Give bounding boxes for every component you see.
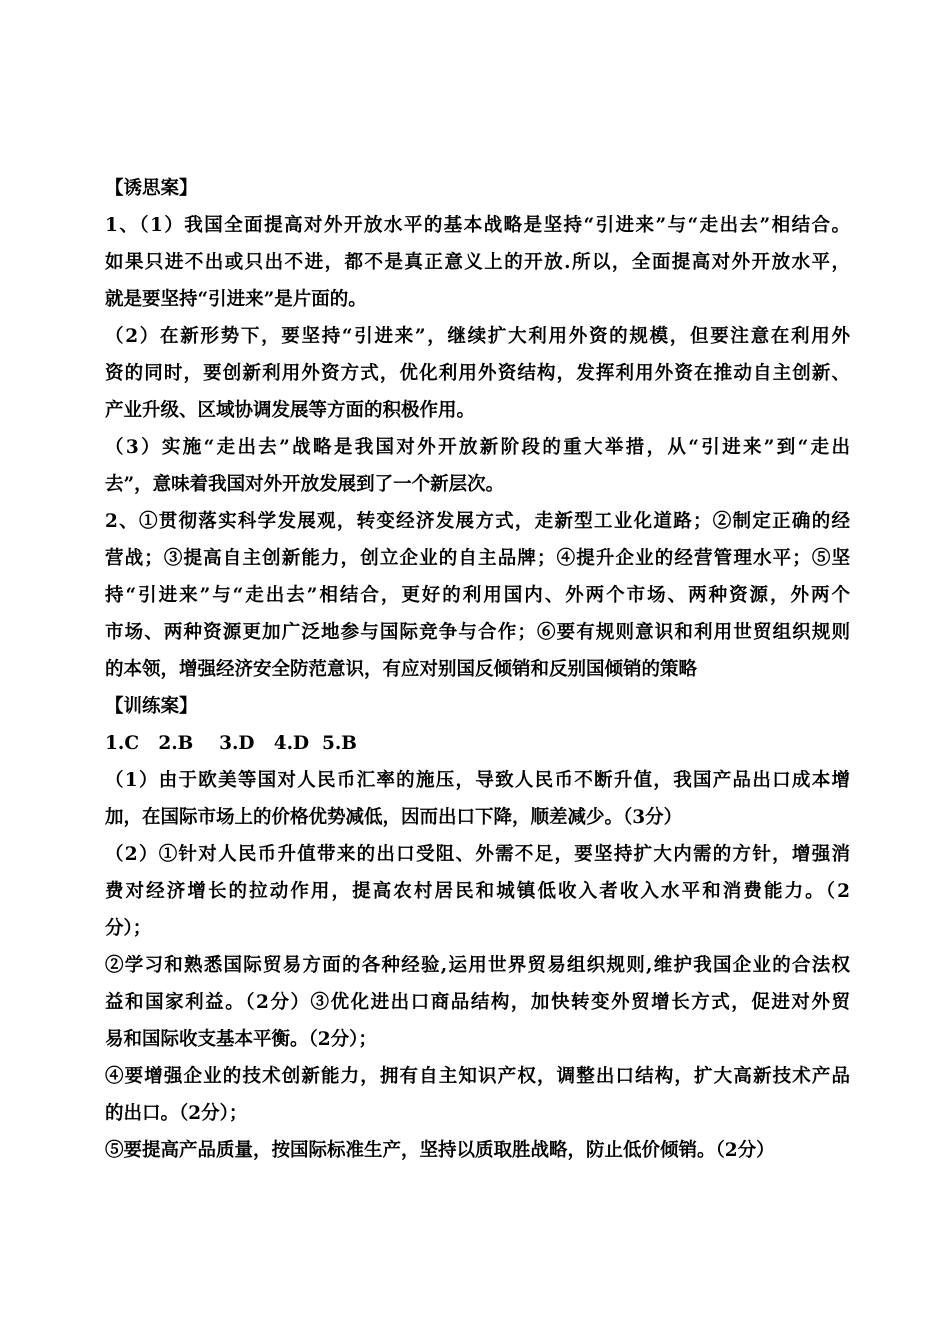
paragraph-line: 营战；③提高自主创新能力，创立企业的自主品牌；④提升企业的经营管理水平；⑤坚 [105, 548, 850, 569]
paragraph-line: 加，在国际市场上的价格优势减低，因而出口下降，顺差减少。（3分） [105, 807, 683, 828]
paragraph-line: （3）实施“走出去”战略是我国对外开放新阶段的重大举措，从“引进来”到“走出 [105, 437, 850, 458]
paragraph-line: ②学习和熟悉国际贸易方面的各种经验,运用世界贸易组织规则,维护我国企业的合法权 [105, 955, 850, 976]
section-heading-training: 【训练案】 [105, 696, 198, 717]
paragraph-line: （1）由于欧美等国对人民币汇率的施压，导致人民币不断升值，我国产品出口成本增 [105, 770, 850, 791]
paragraph-line: 资的同时，要创新利用外资方式，优化利用外资结构，发挥利用外资在推动自主创新、 [105, 363, 850, 384]
paragraph-line: 去”，意味着我国对外开放发展到了一个新层次。 [105, 474, 505, 495]
paragraph-line: 市场、两种资源更加广泛地参与国际竞争与合作；⑥要有规则意识和利用世贸组织规则 [105, 622, 850, 643]
paragraph-line: （2）在新形势下，要坚持“引进来”，继续扩大利用外资的规模，但要注意在利用外 [105, 326, 850, 347]
paragraph-line: 持“引进来”与“走出去”相结合，更好的利用国内、外两个市场、两种资源，外两个 [105, 585, 850, 606]
paragraph-line: （2）①针对人民币升值带来的出口受阻、外需不足，要坚持扩大内需的方针，增强消 [105, 844, 850, 865]
paragraph-line: 益和国家利益。（2分）③优化进出口商品结构，加快转变外贸增长方式，促进对外贸 [105, 992, 850, 1013]
paragraph-line: 产业升级、区域协调发展等方面的积极作用。 [105, 400, 476, 421]
section-heading-induce: 【诱思案】 [105, 178, 198, 199]
paragraph-line: ⑤要提高产品质量，按国际标准生产，坚持以质取胜战略，防止低价倾销。（2分） [105, 1140, 775, 1161]
paragraph-line: ④要增强企业的技术创新能力，拥有自主知识产权，调整出口结构，扩大高新技术产品 [105, 1066, 850, 1087]
paragraph-line: 就是要坚持“引进来”是片面的。 [105, 289, 367, 310]
paragraph-line: 分）； [105, 918, 152, 939]
paragraph-line: 的本领，增强经济安全防范意识，有应对别国反倾销和反别国倾销的策略 [105, 659, 698, 680]
paragraph-line: 易和国际收支基本平衡。（2分）； [105, 1029, 377, 1050]
answer-key: 1.C 2.B 3.D 4.D 5.B [105, 733, 357, 754]
paragraph-line: 2、①贯彻落实科学发展观，转变经济发展方式，走新型工业化道路；②制定正确的经 [105, 511, 850, 532]
paragraph-line: 如果只进不出或只出不进，都不是真正意义上的开放.所以，全面提高对外开放水平， [105, 252, 850, 273]
paragraph-line: 费对经济增长的拉动作用，提高农村居民和城镇低收入者收入水平和消费能力。（2 [105, 881, 850, 902]
paragraph-line: 1、（1）我国全面提高对外开放水平的基本战略是坚持“引进来”与“走出去”相结合。 [105, 215, 850, 236]
document-page [105, 170, 850, 1169]
paragraph-line: 的出口。（2分）； [105, 1103, 248, 1124]
